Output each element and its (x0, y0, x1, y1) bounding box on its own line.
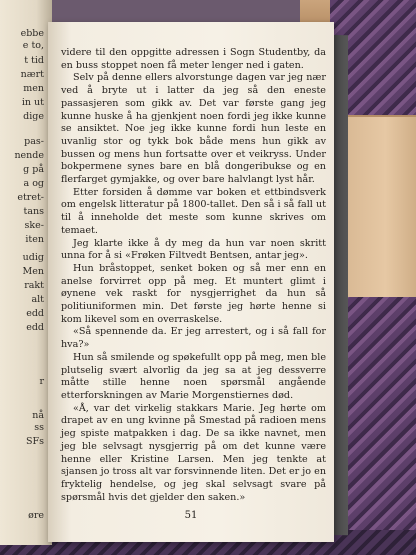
paragraph: Etter forsiden å dømme var boken et ettbindsverk om engelsk litteratur på 1800-tallet. Den så i så fall ut til å inneholde det meste som kunne skrives om temaet. (61, 186, 326, 236)
left-fragment: t tid (24, 55, 44, 66)
left-fragment: tans (23, 206, 44, 217)
paragraph: Hun så smilende og spøkefullt opp på meg, men ble plutselig svært alvorlig da jeg sa at jeg dessverre måtte stille henne noen spørsmål angående etterforskningen av Marie Morgenstiernes død. (61, 351, 326, 401)
left-fragment: edd (26, 308, 44, 319)
paragraph: «Så spennende da. Er jeg arrestert, og i så fall for hva?» (61, 326, 326, 351)
left-fragment: ss (34, 422, 44, 433)
left-fragment: g på (23, 164, 44, 175)
left-fragment: alt (31, 294, 44, 305)
left-page (0, 0, 52, 545)
left-fragment: nå (32, 410, 44, 421)
left-fragment: SFs (26, 436, 44, 447)
left-fragment: e to, (22, 40, 44, 51)
left-fragment: ebbe (20, 28, 44, 39)
paragraph: Hun bråstoppet, senket boken og så mer enn en anelse forvirret opp på meg. Et muntert glimt i øynene vek raskt for nysgjerrighet da hun så politiuniformen min. Det første jeg hørte henne si kom likevel som en overraskelse. (61, 262, 326, 325)
paragraph: Selv på denne ellers alvorstunge dagen var jeg nær ved å bryte ut i latter da jeg så den eneste passasjeren som gikk av. Det var første gang jeg kunne huske å ha gjenkjent noen fordi jeg ikke kunne se ansiktet. Noe jeg ikke kunne fordi hun leste en uvanlig stor og tykk bok både mens hun gikk av bussen og mens hun fortsatte over et veikryss. Under bokpermene synes bare en blå dongeribukse og en flerfarget gymjakke, og over bare halvlangt lyst hår. (61, 72, 326, 186)
left-fragment: rakt (24, 280, 44, 291)
left-fragment: nende (14, 150, 44, 161)
left-fragment: ske- (24, 220, 44, 231)
left-fragment: in ut (21, 97, 44, 108)
wooden-block (340, 115, 416, 297)
left-fragment: etret- (17, 192, 44, 203)
left-fragment: men (23, 83, 44, 94)
left-fragment: iten (25, 234, 44, 245)
page-text (61, 47, 326, 504)
left-fragment: udig (22, 252, 44, 263)
left-fragment: r (39, 376, 44, 387)
left-fragment: a og (23, 178, 44, 189)
left-fragment: pas- (24, 136, 44, 147)
paragraph: Jeg klarte ikke å dy meg da hun var noen skritt unna for å si «Frøken Filtvedt Bentsen, antar jeg». (61, 237, 326, 262)
left-fragment: nært (20, 69, 44, 80)
left-fragment: Men (22, 266, 44, 277)
left-fragment: dige (23, 111, 44, 122)
left-fragment: edd (26, 322, 44, 333)
book-page (48, 22, 334, 542)
left-fragment: øre (28, 510, 44, 521)
page-number: 51 (184, 510, 198, 521)
paragraph: «Å, var det virkelig stakkars Marie. Jeg hørte om drapet av en ung kvinne på Smestad på radioen mens jeg spiste matpakken i dag. De sa ikke navnet, men jeg ble selvsagt nysgjerrig på om det kunne være henne eller Kristine Larsen. Men jeg tenkte at sjansen jo tross alt var forsvinnende liten. Det er jo en fryktelig hendelse, og jeg skal selvsagt svare på spørsmål hvis det gjelder den saken.» (61, 402, 326, 503)
paragraph: videre til den oppgitte adressen i Sogn Studentby, da en buss stoppet noen få meter lenger ned i gaten. (61, 47, 326, 71)
